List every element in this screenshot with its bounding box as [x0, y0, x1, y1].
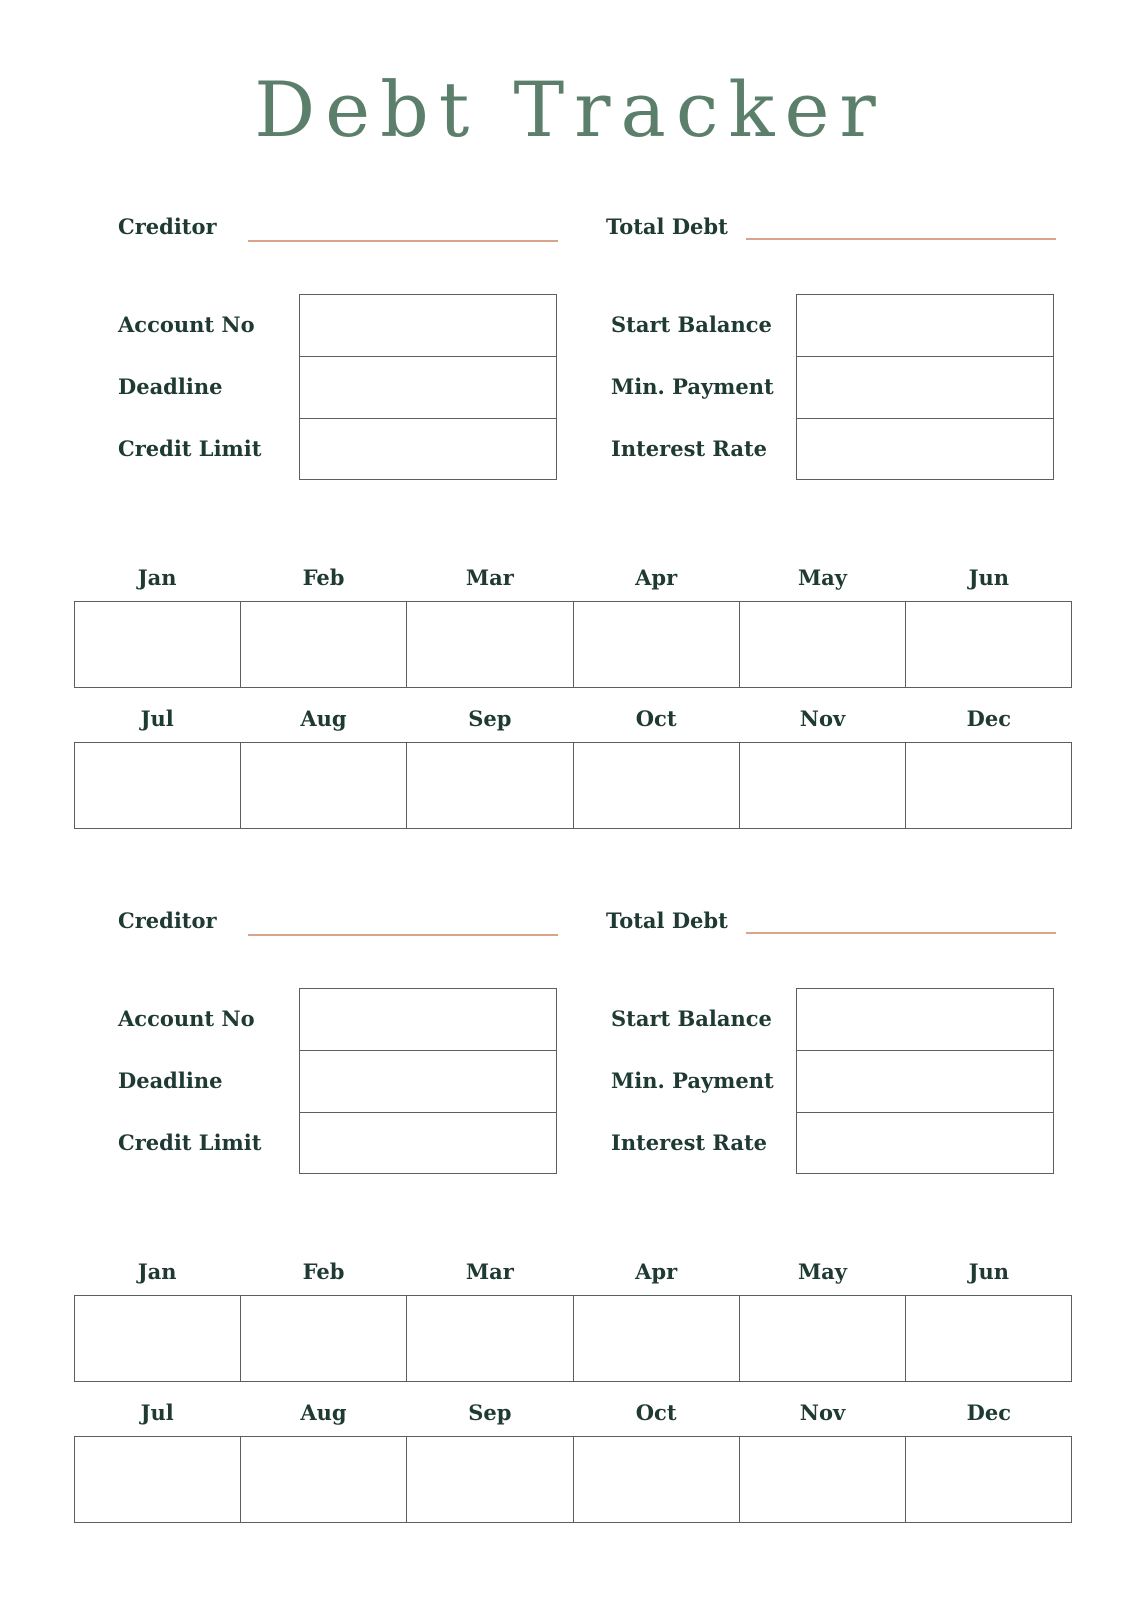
- account-no-field[interactable]: [300, 989, 556, 1051]
- balance-info-box: [796, 988, 1054, 1174]
- month-cell-jun[interactable]: [906, 602, 1071, 687]
- account-no-label: Account No: [118, 312, 255, 337]
- month-cell-aug[interactable]: [241, 1437, 407, 1522]
- month-cell-oct[interactable]: [574, 1437, 740, 1522]
- month-label-may: May: [797, 565, 847, 590]
- account-info-box: [299, 294, 557, 480]
- month-label-mar: Mar: [465, 565, 514, 590]
- credit-limit-field[interactable]: [300, 1113, 556, 1175]
- credit-limit-field[interactable]: [300, 419, 556, 481]
- balance-info-box: [796, 294, 1054, 480]
- start-balance-field[interactable]: [797, 295, 1053, 357]
- month-cell-may[interactable]: [740, 1296, 906, 1381]
- month-cell-jul[interactable]: [75, 1437, 241, 1522]
- month-label-apr: Apr: [635, 1259, 678, 1284]
- interest-rate-label: Interest Rate: [611, 1130, 768, 1155]
- month-cell-mar[interactable]: [407, 602, 573, 687]
- deadline-label: Deadline: [118, 1068, 223, 1093]
- total-debt-label: Total Debt: [606, 908, 728, 933]
- month-label-nov: Nov: [799, 1400, 846, 1425]
- credit-limit-label: Credit Limit: [118, 436, 262, 461]
- credit-limit-label: Credit Limit: [118, 1130, 262, 1155]
- deadline-field[interactable]: [300, 357, 556, 419]
- month-label-feb: Feb: [302, 1259, 345, 1284]
- deadline-label: Deadline: [118, 374, 223, 399]
- months-grid-first-half: [74, 563, 1072, 688]
- creditor-field[interactable]: [248, 240, 558, 242]
- interest-rate-field[interactable]: [797, 1113, 1053, 1175]
- debt-section-2: [0, 694, 1140, 1425]
- month-label-apr: Apr: [635, 565, 678, 590]
- month-cell-nov[interactable]: [740, 1437, 906, 1522]
- month-cell-mar[interactable]: [407, 1296, 573, 1381]
- month-label-oct: Oct: [635, 1400, 677, 1425]
- month-cell-feb[interactable]: [241, 602, 407, 687]
- creditor-label: Creditor: [118, 908, 217, 933]
- account-info-box: [299, 988, 557, 1174]
- start-balance-label: Start Balance: [611, 312, 772, 337]
- total-debt-label: Total Debt: [606, 214, 728, 239]
- months-grid-second-half: [74, 1398, 1072, 1523]
- min-payment-label: Min. Payment: [611, 1068, 774, 1093]
- interest-rate-label: Interest Rate: [611, 436, 768, 461]
- month-cell-jan[interactable]: [75, 602, 241, 687]
- month-label-sep: Sep: [468, 1400, 512, 1425]
- creditor-field[interactable]: [248, 934, 558, 936]
- month-cell-apr[interactable]: [574, 602, 740, 687]
- month-cell-sep[interactable]: [407, 1437, 573, 1522]
- month-label-jul: Jul: [140, 706, 174, 731]
- month-label-aug: Aug: [300, 706, 347, 731]
- month-label-aug: Aug: [300, 1400, 347, 1425]
- month-label-jun: Jun: [968, 1259, 1010, 1284]
- month-label-mar: Mar: [465, 1259, 514, 1284]
- months-grid-first-half: [74, 1257, 1072, 1382]
- total-debt-field[interactable]: [746, 932, 1056, 934]
- month-label-feb: Feb: [302, 565, 345, 590]
- month-label-dec: Dec: [966, 1400, 1011, 1425]
- month-label-sep: Sep: [468, 706, 512, 731]
- month-label-jan: Jan: [137, 1259, 177, 1284]
- month-label-may: May: [797, 1259, 847, 1284]
- creditor-label: Creditor: [118, 214, 217, 239]
- debt-section-1: [0, 0, 1140, 731]
- month-label-jul: Jul: [140, 1400, 174, 1425]
- min-payment-label: Min. Payment: [611, 374, 774, 399]
- account-no-label: Account No: [118, 1006, 255, 1031]
- deadline-field[interactable]: [300, 1051, 556, 1113]
- total-debt-field[interactable]: [746, 238, 1056, 240]
- month-cell-apr[interactable]: [574, 1296, 740, 1381]
- month-label-nov: Nov: [799, 706, 846, 731]
- month-cell-jun[interactable]: [906, 1296, 1071, 1381]
- interest-rate-field[interactable]: [797, 419, 1053, 481]
- start-balance-label: Start Balance: [611, 1006, 772, 1031]
- month-cell-jan[interactable]: [75, 1296, 241, 1381]
- month-label-oct: Oct: [635, 706, 677, 731]
- month-cell-dec[interactable]: [906, 1437, 1071, 1522]
- min-payment-field[interactable]: [797, 357, 1053, 419]
- month-label-jan: Jan: [137, 565, 177, 590]
- page-title: Debt Tracker: [254, 65, 886, 154]
- start-balance-field[interactable]: [797, 989, 1053, 1051]
- min-payment-field[interactable]: [797, 1051, 1053, 1113]
- month-cell-may[interactable]: [740, 602, 906, 687]
- month-label-jun: Jun: [968, 565, 1010, 590]
- month-cell-feb[interactable]: [241, 1296, 407, 1381]
- month-label-dec: Dec: [966, 706, 1011, 731]
- account-no-field[interactable]: [300, 295, 556, 357]
